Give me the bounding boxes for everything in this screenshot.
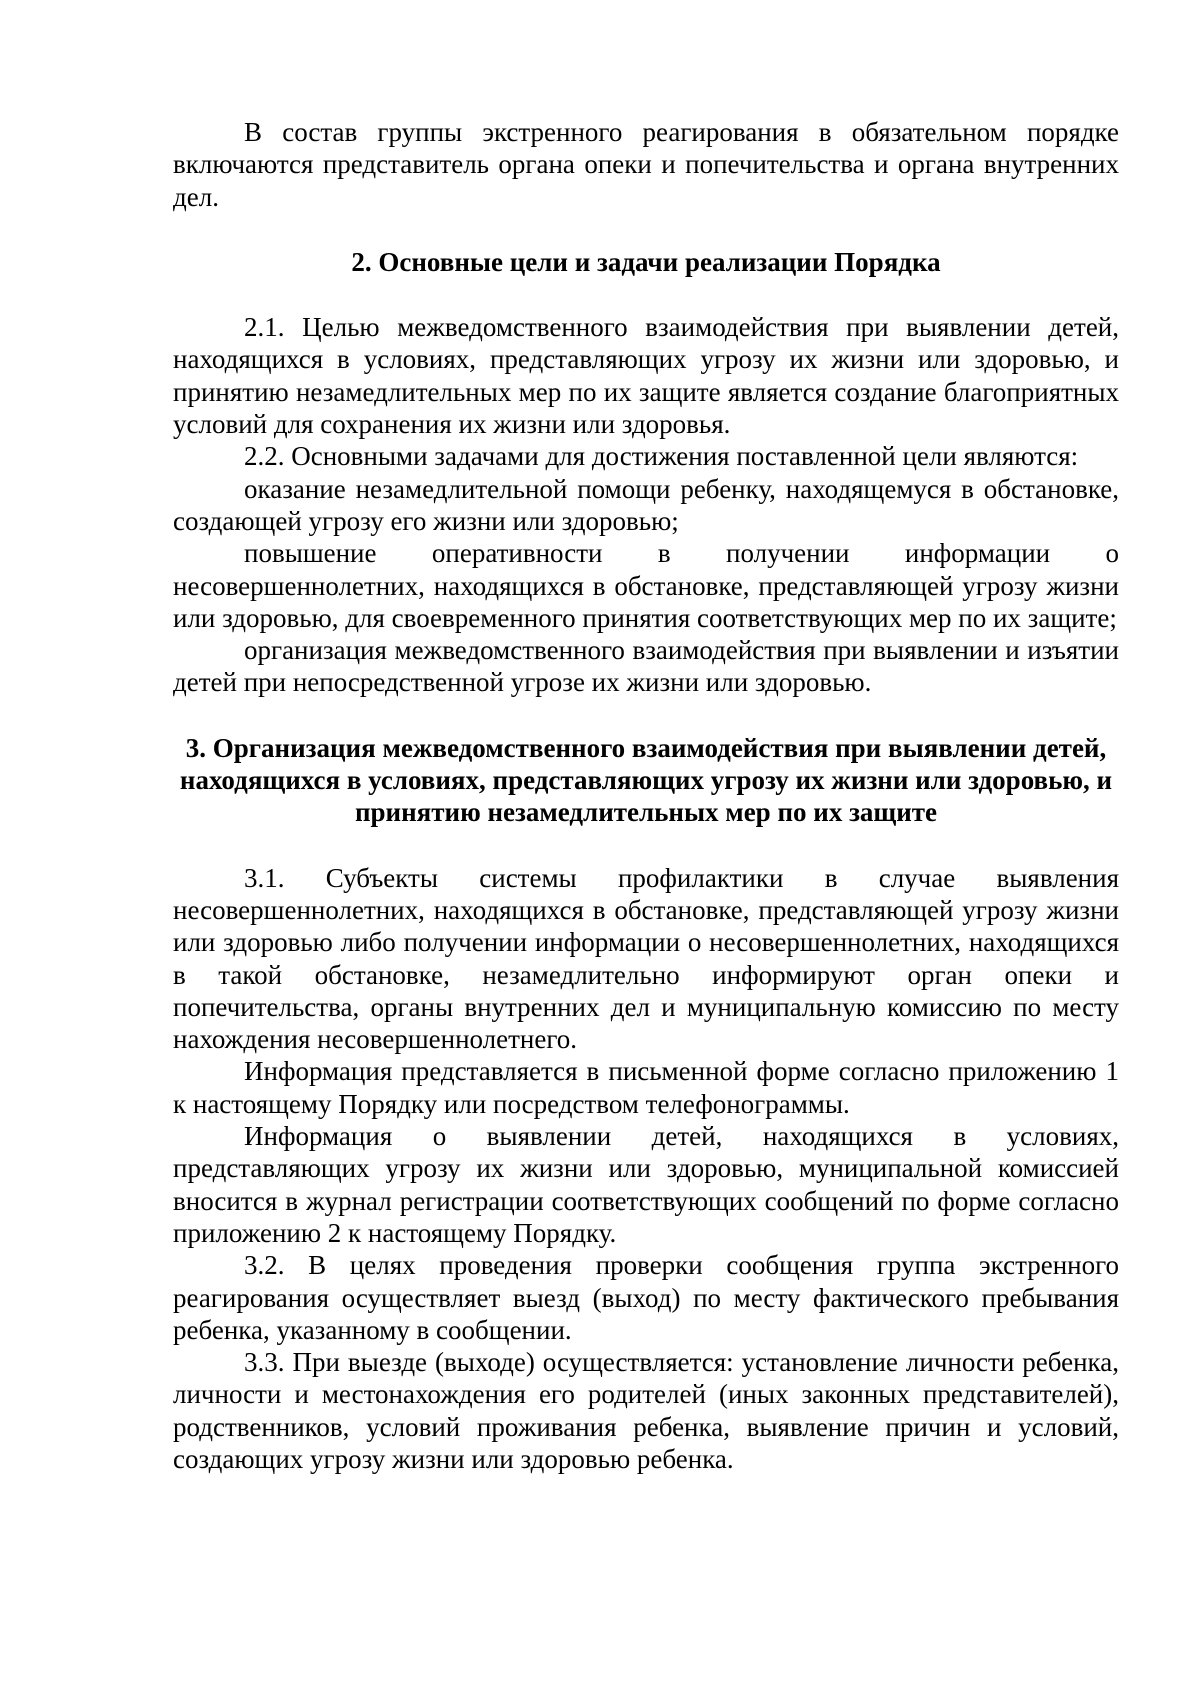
paragraph-2-2: 2.2. Основными задачами для достижения поставленной цели являются: <box>244 441 1079 472</box>
paragraph-3-1: 3.1. Субъекты системы профилактики в случае выявления несовершеннолетних, находящихся в обстановке, представляющей угрозу жизни или здоровью либо получении информации о несовершеннолетних, находящихся в такой обстановке, незамедлительно информируют орган опеки и попечительства, органы внутренних дел и муниципальную комиссию по месту нахождения несовершеннолетнего. <box>173 862 1119 1055</box>
task-item-1: оказание незамедлительной помощи ребенку, находящемуся в обстановке, создающей угрозу его жизни или здоровью; <box>173 473 1119 536</box>
section-2-heading: 2. Основные цели и задачи реализации Порядка <box>351 246 941 277</box>
section-3-heading: 3. Организация межведомственного взаимодействия при выявлении детей, находящихся в условиях, представляющих угрозу их жизни или здоровью, и принятию незамедлительных мер по их защите <box>179 732 1113 828</box>
paragraph-2-1: 2.1. Целью межведомственного взаимодействия при выявлении детей, находящихся в условиях, представляющих угрозу их жизни или здоровью, и принятию незамедлительных мер по их защите является создание благоприятных условий для сохранения их жизни или здоровья. <box>173 312 1119 440</box>
document-body <box>173 116 1119 1475</box>
paragraph-3-2: 3.2. В целях проведения проверки сообщения группа экстренного реагирования осуществляет выезд (выход) по месту фактического пребывания ребенка, указанному в сообщении. <box>173 1250 1119 1345</box>
paragraph-3-3: 3.3. При выезде (выходе) осуществляется: установление личности ребенка, личности и местонахождения его родителей (иных законных представителей), родственников, условий проживания ребенка, выявление причин и условий, создающих угрозу жизни или здоровью ребенка. <box>173 1347 1119 1474</box>
task-item-3: организация межведомственного взаимодействия при выявлении и изъятии детей при непосредственной угрозе их жизни или здоровью. <box>173 635 1119 698</box>
paragraph-3-1-registration: Информация о выявлении детей, находящихся в условиях, представляющих угрозу их жизни или здоровью, муниципальной комиссией вносится в журнал регистрации соответствующих сообщений по форме согласно приложению 2 к настоящему Порядку. <box>173 1121 1119 1248</box>
task-item-2: повышение оперативности в получении информации о несовершеннолетних, находящихся в обстановке, представляющей угрозу жизни или здоровью, для своевременного принятия соответствующих мер по их защите; <box>173 538 1119 633</box>
intro-paragraph: В состав группы экстренного реагирования в обязательном порядке включаются представитель органа опеки и попечительства и органа внутренних дел. <box>173 117 1119 212</box>
paragraph-3-1-form: Информация представляется в письменной форме согласно приложению 1 к настоящему Порядку или посредством телефонограммы. <box>173 1056 1119 1119</box>
